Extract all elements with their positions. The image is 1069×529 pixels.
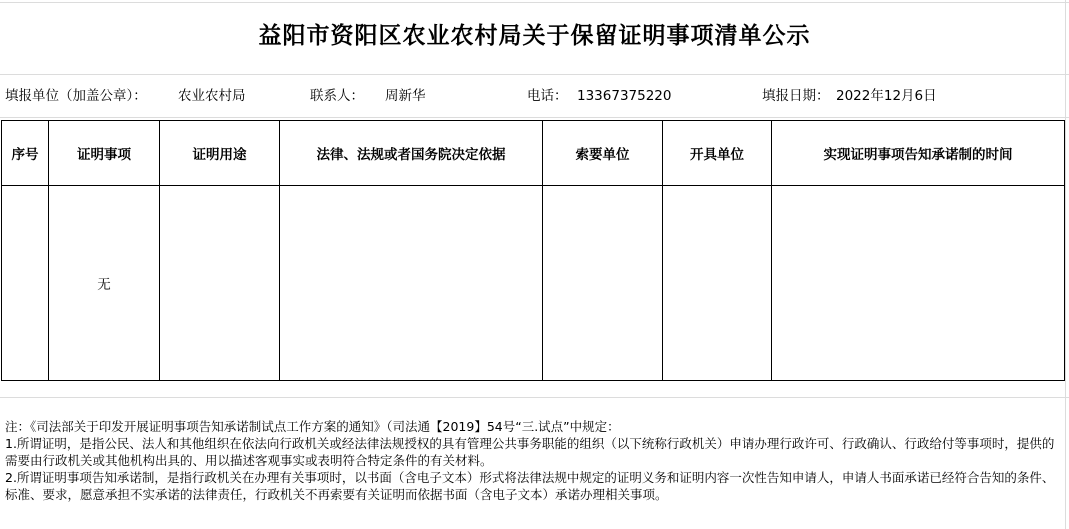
table-row: [2, 186, 1065, 381]
notes-item-2: 2.所谓证明事项告知承诺制，是指行政机关在办理有关事项时，以书面（含电子文本）形式将法律法规中规定的证明义务和证明内容一次性告知申请人，申请人书面承诺已经符合告知的条件、标准、要求，愿意承担不实承诺的法律责任，行政机关不再索要有关证明而依据书面（含电子文本）承诺办理相关事项。: [5, 470, 1055, 502]
phone-label: 电话：: [527, 88, 568, 104]
table-header-row: [2, 121, 1065, 186]
notes-intro: 注：《司法部关于印发开展证明事项告知承诺制试点工作方案的通知》（司法通【2019】54号“三.试点”中规定：: [5, 419, 620, 434]
cell-requesting-unit[interactable]: [543, 186, 663, 381]
cell-issuing-unit[interactable]: [663, 186, 772, 381]
unit-label: 填报单位（加盖公章）：: [5, 88, 147, 104]
contact-value: 周新华: [385, 88, 426, 104]
header-certificate-item: 证明事项: [49, 121, 160, 186]
date-value: 2022年12月6日: [836, 88, 937, 104]
grid-row-line: [0, 2, 1069, 3]
header-legal-basis: 法律、法规或者国务院决定依据: [280, 121, 543, 186]
grid-col-line: [1065, 0, 1066, 529]
header-commitment-time: 实现证明事项告知承诺制的时间: [772, 121, 1065, 186]
grid-row-line: [0, 117, 1069, 118]
cell-commitment-time[interactable]: [772, 186, 1065, 381]
certificate-items-table: [1, 120, 1065, 381]
header-certificate-purpose: 证明用途: [160, 121, 280, 186]
notes-section: [5, 418, 1063, 503]
contact-label: 联系人：: [310, 88, 364, 104]
notes-item-1: 1.所谓证明，是指公民、法人和其他组织在依法向行政机关或经法律法规授权的具有管理公共事务职能的组织（以下统称行政机关）申请办理行政许可、行政确认、行政给付等事项时，提供的需要由行政机关或其他机构出具的、用以描述客观事实或表明符合特定条件的有关材料。: [5, 436, 1055, 468]
header-serial: 序号: [2, 121, 49, 186]
grid-row-line: [0, 397, 1069, 398]
unit-value: 农业农村局: [178, 88, 246, 104]
cell-legal-basis[interactable]: [280, 186, 543, 381]
header-requesting-unit: 索要单位: [543, 121, 663, 186]
grid-row-line: [0, 74, 1069, 75]
date-label: 填报日期：: [762, 88, 830, 104]
cell-serial[interactable]: [2, 186, 49, 381]
cell-certificate-purpose[interactable]: [160, 186, 280, 381]
header-issuing-unit: 开具单位: [663, 121, 772, 186]
phone-value: 13367375220: [577, 88, 672, 104]
page-title: 益阳市资阳区农业农村局关于保留证明事项清单公示: [258, 22, 811, 49]
cell-certificate-item[interactable]: 无: [49, 186, 160, 381]
